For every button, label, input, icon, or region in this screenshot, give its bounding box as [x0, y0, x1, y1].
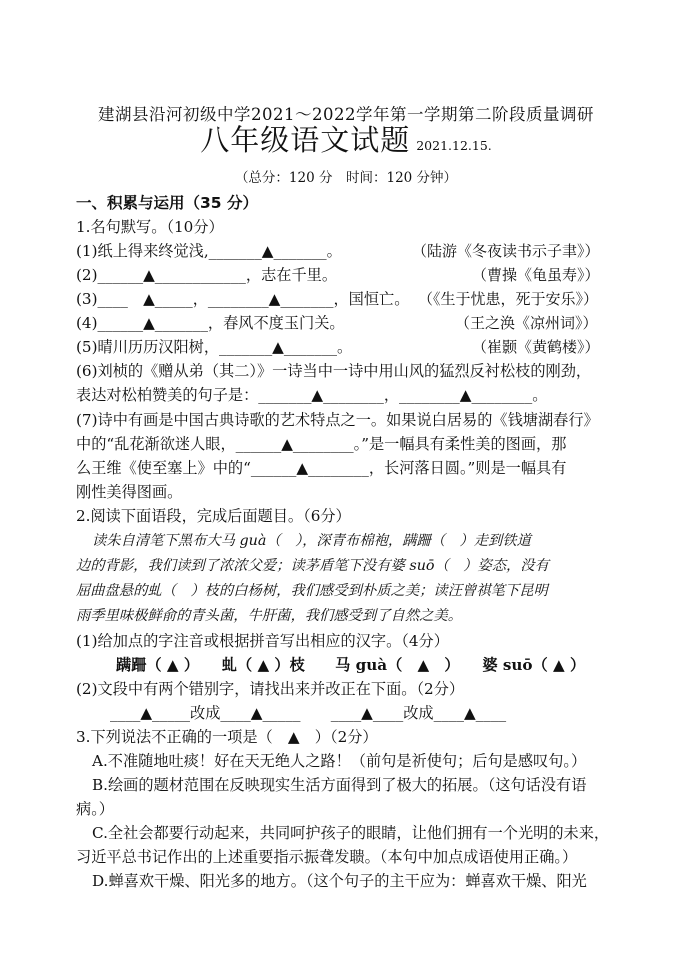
q1-item-2: (2)______▲____________，志在千里。 — [76, 266, 338, 284]
q1-item-7-line4: 刚性美得图画。 — [76, 483, 183, 501]
q3-option-d: D.蝉喜欢干燥、阳光多的地方。（这个句子的主干应为：蝉喜欢干燥、阳光 — [92, 872, 587, 890]
q1-title: 1.名句默写。（10分） — [76, 218, 224, 236]
q1-item-6-line2: 表达对松柏赞美的句子是：_______▲________，________▲________。 — [76, 386, 548, 404]
q1-item-7-line1: (7)诗中有画是中国古典诗歌的艺术特点之一。如果说白居易的《钱塘湖春行》 — [76, 411, 599, 429]
q3-option-b-line1: B.绘画的题材范围在反映现实生活方面得到了极大的拓展。（这句话没有语 — [92, 776, 587, 794]
q2-sub1-answers: 蹒跚（ ▲ ） 虬（ ▲ ）枝 马 guà（ ▲ ） 婆 suō（ ▲ ） — [116, 656, 586, 674]
q2-sub2-answers: ____▲_____改成____▲_____ ____▲____改成____▲____ — [110, 704, 507, 722]
q1-item-7-line2: 中的“乱花渐欲迷人眼，______▲________。”是一幅具有柔性美的图画，那 — [76, 435, 567, 453]
q1-item-4-source: （王之涣《凉州词》） — [455, 314, 598, 332]
q1-item-1: (1)纸上得来终觉浅,_______▲_______。 — [76, 242, 342, 260]
q1-item-2-source: （曹操《龟虽寿》） — [472, 266, 600, 284]
q2-sub2: (2)文段中有两个错别字，请找出来并改正在下面。（2分） — [76, 680, 465, 698]
q2-title: 2.阅读下面语段，完成后面题目。（6分） — [76, 507, 351, 525]
q1-item-1-source: （陆游《冬夜读书示子聿》） — [412, 242, 600, 260]
q1-item-5: (5)晴川历历汉阳树，_______▲_______。 — [76, 338, 353, 356]
q3-option-c-line2: 习近平总书记作出的上述重要指示振聋发聩。（本句中加点成语使用正确。） — [76, 848, 578, 866]
exam-title: 八年级语文试题 — [200, 123, 411, 157]
q2-sub1: (1)给加点的字注音或根据拼音写出相应的汉字。（4分） — [76, 632, 449, 650]
q3-option-b-line2: 病。） — [76, 800, 114, 818]
q1-item-7-line3: 么王维《使至塞上》中的“______▲________，长河落日圆。”则是一幅具有 — [76, 459, 567, 477]
exam-date: 2021.12.15. — [416, 138, 492, 153]
q3-title: 3.下列说法不正确的一项是（ ▲ ）（2分） — [76, 728, 378, 746]
q2-passage-line4: 雨季里味极鲜俞的青头菌，牛肝菌，我们感受到了自然之美。 — [76, 608, 463, 624]
q1-item-4: (4)______▲_______，春风不度玉门关。 — [76, 314, 345, 332]
q1-item-3: (3)____ ▲_____，________▲_______，国恒亡。 — [76, 290, 410, 308]
q1-item-3-source: （《生于忧患，死于安乐》） — [418, 290, 599, 308]
score-info: （总分：120 分 时间：120 分钟） — [234, 170, 458, 186]
q3-option-a: A.不准随地吐痰！好在天无绝人之路！（前句是祈使句；后句是感叹句。） — [92, 752, 587, 770]
section-heading: 一、积累与运用（35 分） — [76, 194, 258, 212]
q3-option-c-line1: C.全社会都要行动起来，共同呵护孩子的眼睛，让他们拥有一个光明的未来， — [92, 824, 610, 842]
q1-item-5-source: （崔颢《黄鹤楼》） — [472, 338, 600, 356]
q2-passage-line2: 边的背影，我们读到了浓浓父爱；读茅盾笔下没有婆 suō（ ）姿态，没有 — [76, 558, 549, 574]
q2-passage-line3: 屈曲盘悬的虬（ ）枝的白杨树，我们感受到朴质之美；读汪曾祺笔下昆明 — [76, 583, 548, 599]
school-title: 建湖县沿河初级中学2021～2022学年第一学期第二阶段质量调研 — [98, 105, 594, 124]
q1-item-6-line1: (6)刘桢的《赠从弟（其二）》一诗当中一诗中用山风的猛烈反衬松枝的刚劲， — [76, 362, 592, 380]
exam-title-row — [0, 123, 692, 157]
q2-passage-line1: 读朱自清笔下黑布大马 guà（ ），深青布棉袍，蹒跚（ ）走到铁道 — [92, 533, 531, 549]
